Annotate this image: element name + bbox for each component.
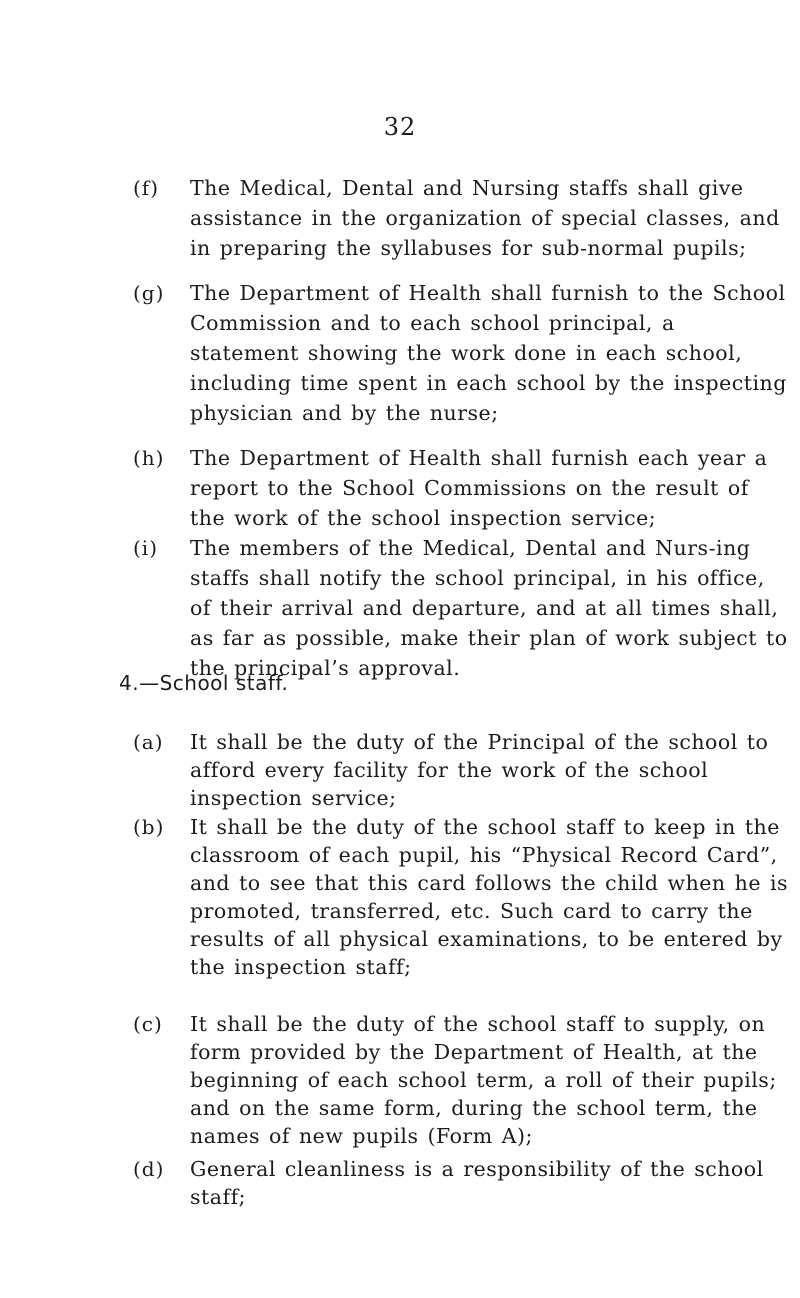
clause-label: (f) bbox=[133, 176, 160, 200]
clause-text: The Department of Health shall furnish to the School Commission and to each school principal, a statement showing the work done in each school, including time spent in each school by the inspecting physician and by the nurse; bbox=[190, 281, 787, 425]
clause-text: It shall be the duty of the school staff to keep in the classroom of each pupil, his “Physical Record Card”, and to see that this card follows the child when he is promoted, transferred, etc. Such card to carry the results of all physical examinations, to be entered by the inspection staff; bbox=[190, 815, 789, 979]
clause-text: It shall be the duty of the school staff to supply, on form provided by the Department of Health, at the beginning of each school term, a roll of their pupils; and on the same form, during the school term, the names of new pupils (Form A); bbox=[190, 1012, 777, 1148]
clause-a bbox=[133, 728, 790, 812]
clause-f bbox=[133, 173, 790, 263]
clause-text: General cleanliness is a responsibility of the school staff; bbox=[190, 1157, 764, 1209]
clause-text: The members of the Medical, Dental and Nurs-ing staffs shall notify the school principal, in his office, of their arrival and departure, and at all times shall, as far as possible, make their plan of work subject to the principal’s approval. bbox=[190, 536, 788, 680]
clause-text: It shall be the duty of the Principal of the school to afford every facility for the work of the school inspection service; bbox=[190, 730, 769, 810]
clause-i bbox=[133, 533, 790, 683]
clause-label: (i) bbox=[133, 536, 159, 560]
clause-d bbox=[133, 1155, 790, 1211]
page-number: 32 bbox=[383, 113, 417, 141]
clause-label: (h) bbox=[133, 446, 165, 470]
clause-label: (a) bbox=[133, 730, 164, 754]
clause-b bbox=[133, 813, 790, 981]
clause-c bbox=[133, 1010, 790, 1150]
section-heading: 4.—School staff. bbox=[119, 671, 289, 695]
clause-label: (c) bbox=[133, 1012, 163, 1036]
clause-label: (d) bbox=[133, 1157, 165, 1181]
clause-h bbox=[133, 443, 790, 533]
clause-label: (b) bbox=[133, 815, 165, 839]
clause-text: The Medical, Dental and Nursing staffs shall give assistance in the organization of special classes, and in preparing the syllabuses for sub-normal pupils; bbox=[190, 176, 780, 260]
clause-g bbox=[133, 278, 790, 428]
clause-label: (g) bbox=[133, 281, 165, 305]
clause-text: The Department of Health shall furnish each year a report to the School Commissions on the result of the work of the school inspection service; bbox=[190, 446, 768, 530]
